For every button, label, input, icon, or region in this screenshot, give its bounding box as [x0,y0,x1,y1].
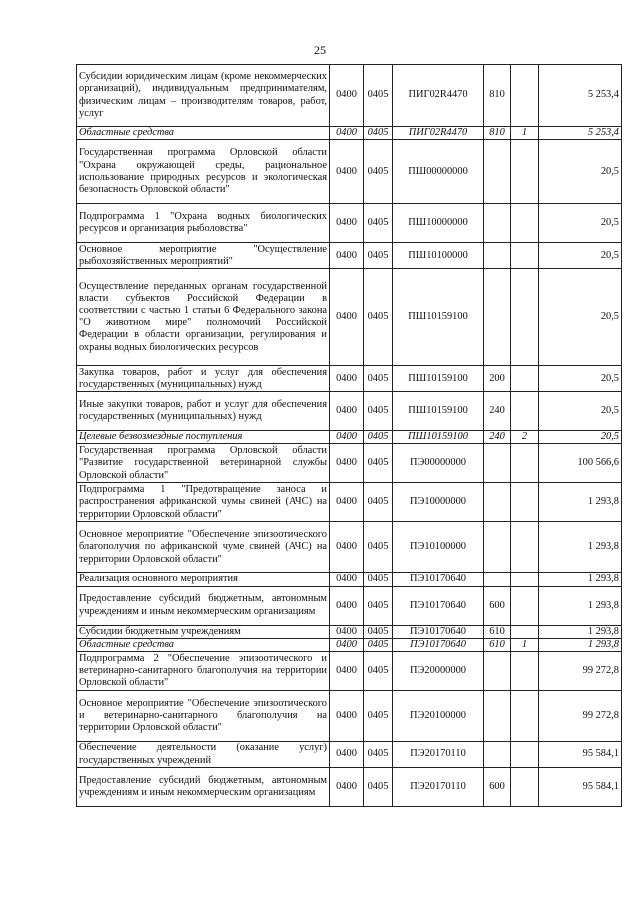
row-section: 0400 [330,586,364,625]
row-target-article: ПЭ10170640 [393,573,484,586]
row-subsection: 0405 [364,269,393,366]
row-expense-type: 610 [484,638,511,651]
table-row [77,127,622,140]
table-row [77,444,622,483]
row-section: 0400 [330,269,364,366]
row-funding-source [511,366,539,392]
table-row [77,691,622,742]
row-name: Государственная программа Орловской области "Охрана окружающей среды, рациональное использование природных ресурсов и экологическая безопасность Орловской области" [77,140,330,204]
row-funding-source [511,652,539,691]
row-name: Закупка товаров, работ и услуг для обеспечения государственных (муниципальных) нужд [77,366,330,392]
row-target-article: ПШ10000000 [393,204,484,243]
row-section: 0400 [330,444,364,483]
row-expense-type: 600 [484,586,511,625]
row-expense-type [484,483,511,522]
row-section: 0400 [330,204,364,243]
row-funding-source: 1 [511,638,539,651]
row-funding-source [511,625,539,638]
row-name: Государственная программа Орловской области "Развитие государственной ветеринарной службы Орловской области" [77,444,330,483]
row-amount: 20,5 [539,366,622,392]
row-name: Иные закупки товаров, работ и услуг для обеспечения государственных (муниципальных) нужд [77,392,330,431]
row-funding-source [511,768,539,807]
row-name: Подпрограмма 2 "Обеспечение эпизоотического и ветеринарно-санитарного благополучия на территории Орловской области" [77,652,330,691]
row-amount: 1 293,8 [539,586,622,625]
table-row [77,742,622,768]
row-amount: 20,5 [539,243,622,269]
row-name: Осуществление переданных органам государственной власти субъектов Российской Федерации в соответствии с частью 1 статьи 6 Федерального закона "О животном мире" полномочий Российской Федерации в области организации, регулирования и охраны водных биологических ресурсов [77,269,330,366]
row-expense-type [484,573,511,586]
row-section: 0400 [330,652,364,691]
row-name: Областные средства [77,638,330,651]
table-row [77,768,622,807]
row-expense-type [484,243,511,269]
row-funding-source [511,483,539,522]
row-section: 0400 [330,691,364,742]
row-subsection: 0405 [364,586,393,625]
row-amount: 20,5 [539,431,622,444]
row-funding-source [511,573,539,586]
row-subsection: 0405 [364,243,393,269]
row-target-article: ПЭ20170110 [393,742,484,768]
row-target-article: ПЭ10170640 [393,638,484,651]
row-name: Подпрограмма 1 "Предотвращение заноса и распространения африканской чумы свиней (АЧС) на территории Орловской области" [77,483,330,522]
row-name: Основное мероприятие "Обеспечение эпизоотического и ветеринарно-санитарного благополучия на территории Орловской области" [77,691,330,742]
row-amount: 20,5 [539,204,622,243]
row-funding-source [511,586,539,625]
row-funding-source [511,742,539,768]
row-subsection: 0405 [364,204,393,243]
row-name: Реализация основного мероприятия [77,573,330,586]
row-target-article: ПШ10159100 [393,366,484,392]
row-target-article: ПЭ10100000 [393,522,484,573]
row-subsection: 0405 [364,483,393,522]
row-subsection: 0405 [364,392,393,431]
row-subsection: 0405 [364,444,393,483]
row-section: 0400 [330,140,364,204]
table-row [77,483,622,522]
table-row [77,522,622,573]
row-target-article: ПШ00000000 [393,140,484,204]
row-name: Основное мероприятие "Обеспечение эпизоотического благополучия по африканской чуме свиней (АЧС) на территории Орловской области" [77,522,330,573]
table-row [77,65,622,127]
row-expense-type: 240 [484,431,511,444]
row-amount: 20,5 [539,392,622,431]
row-section: 0400 [330,431,364,444]
row-target-article: ПЭ20100000 [393,691,484,742]
table-row [77,204,622,243]
row-subsection: 0405 [364,768,393,807]
table-row [77,625,622,638]
row-section: 0400 [330,366,364,392]
row-section: 0400 [330,768,364,807]
row-name: Областные средства [77,127,330,140]
row-target-article: ПЭ20170110 [393,768,484,807]
row-section: 0400 [330,625,364,638]
row-name: Целевые безвозмездные поступления [77,431,330,444]
row-amount: 1 293,8 [539,573,622,586]
row-amount: 20,5 [539,269,622,366]
table-row [77,392,622,431]
row-section: 0400 [330,243,364,269]
row-expense-type [484,444,511,483]
row-expense-type: 810 [484,127,511,140]
row-target-article: ПЭ20000000 [393,652,484,691]
row-name: Предоставление субсидий бюджетным, автономным учреждениям и иным некоммерческим организациям [77,768,330,807]
budget-table [76,64,622,807]
row-subsection: 0405 [364,742,393,768]
table-row [77,269,622,366]
row-subsection: 0405 [364,366,393,392]
row-target-article: ПШ10100000 [393,243,484,269]
row-expense-type: 200 [484,366,511,392]
row-section: 0400 [330,522,364,573]
row-subsection: 0405 [364,638,393,651]
row-funding-source: 1 [511,127,539,140]
row-subsection: 0405 [364,522,393,573]
row-name: Субсидии бюджетным учреждениям [77,625,330,638]
row-expense-type [484,691,511,742]
table-row [77,140,622,204]
row-section: 0400 [330,483,364,522]
row-target-article: ПИГ02R4470 [393,127,484,140]
row-section: 0400 [330,65,364,127]
row-expense-type: 600 [484,768,511,807]
table-row [77,431,622,444]
row-section: 0400 [330,742,364,768]
row-amount: 100 566,6 [539,444,622,483]
row-target-article: ПШ10159100 [393,269,484,366]
row-expense-type [484,269,511,366]
row-target-article: ПШ10159100 [393,392,484,431]
row-amount: 1 293,8 [539,522,622,573]
row-subsection: 0405 [364,691,393,742]
row-amount: 5 253,4 [539,65,622,127]
row-name: Предоставление субсидий бюджетным, автономным учреждениям и иным некоммерческим организациям [77,586,330,625]
row-funding-source [511,522,539,573]
row-amount: 1 293,8 [539,638,622,651]
row-target-article: ПШ10159100 [393,431,484,444]
row-name: Подпрограмма 1 "Охрана водных биологических ресурсов и организация рыболовства" [77,204,330,243]
row-amount: 5 253,4 [539,127,622,140]
table-row [77,652,622,691]
row-expense-type [484,742,511,768]
row-subsection: 0405 [364,573,393,586]
row-funding-source [511,204,539,243]
row-subsection: 0405 [364,127,393,140]
row-funding-source [511,269,539,366]
row-target-article: ПЭ10000000 [393,483,484,522]
table-row [77,243,622,269]
row-amount: 95 584,1 [539,742,622,768]
row-amount: 1 293,8 [539,483,622,522]
row-expense-type: 810 [484,65,511,127]
page-number: 25 [314,43,326,57]
row-funding-source [511,140,539,204]
row-expense-type: 240 [484,392,511,431]
row-target-article: ПЭ10170640 [393,586,484,625]
row-target-article: ПИГ02R4470 [393,65,484,127]
row-subsection: 0405 [364,140,393,204]
row-amount: 20,5 [539,140,622,204]
row-funding-source [511,444,539,483]
row-expense-type [484,652,511,691]
row-expense-type: 610 [484,625,511,638]
row-amount: 95 584,1 [539,768,622,807]
row-expense-type [484,522,511,573]
table-row [77,573,622,586]
row-target-article: ПЭ00000000 [393,444,484,483]
row-subsection: 0405 [364,652,393,691]
row-subsection: 0405 [364,65,393,127]
row-section: 0400 [330,573,364,586]
row-section: 0400 [330,127,364,140]
row-funding-source [511,691,539,742]
row-name: Обеспечение деятельности (оказание услуг) государственных учреждений [77,742,330,768]
row-subsection: 0405 [364,625,393,638]
row-expense-type [484,204,511,243]
row-name: Субсидии юридическим лицам (кроме некоммерческих организаций), индивидуальным предпринимателям, физическим лицам – производителям товаров, работ, услуг [77,65,330,127]
row-subsection: 0405 [364,431,393,444]
row-amount: 99 272,8 [539,652,622,691]
row-expense-type [484,140,511,204]
row-funding-source [511,243,539,269]
table-row [77,366,622,392]
row-funding-source: 2 [511,431,539,444]
row-name: Основное мероприятие "Осуществление рыбохозяйственных мероприятий" [77,243,330,269]
row-section: 0400 [330,638,364,651]
table-row [77,586,622,625]
row-amount: 1 293,8 [539,625,622,638]
row-amount: 99 272,8 [539,691,622,742]
row-funding-source [511,392,539,431]
row-section: 0400 [330,392,364,431]
row-funding-source [511,65,539,127]
row-target-article: ПЭ10170640 [393,625,484,638]
table-row [77,638,622,651]
